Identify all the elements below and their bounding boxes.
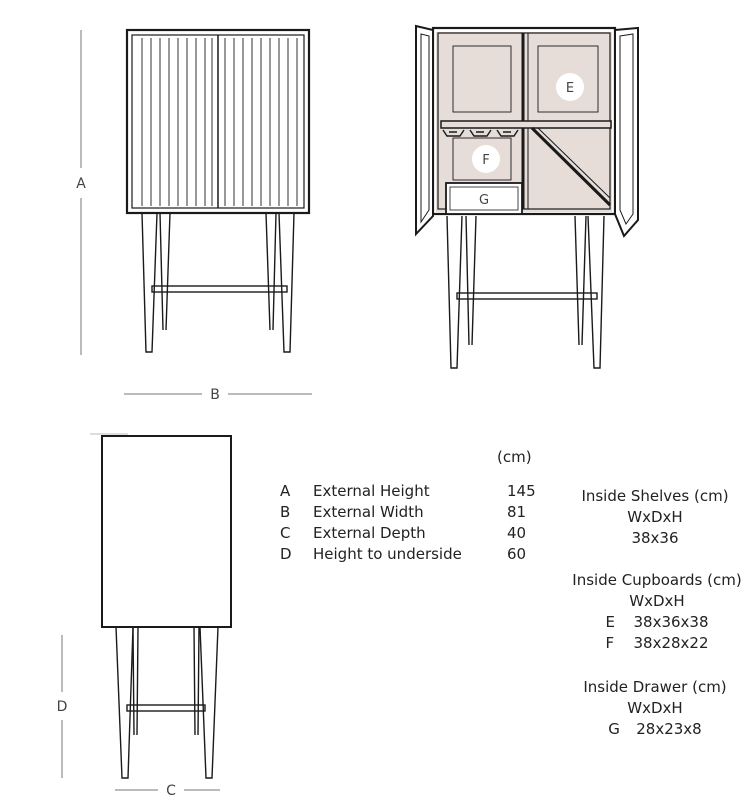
door-flutes	[142, 38, 297, 206]
dimension-c-label: C	[166, 783, 176, 799]
cupboard-key: E	[605, 613, 615, 631]
inside-shelves-value: 38x36	[631, 529, 679, 547]
dimension-name: External Height	[313, 482, 430, 500]
front-view-open	[416, 26, 638, 368]
side-view	[90, 434, 231, 778]
inside-cupboards-title: Inside Cupboards (cm)	[572, 571, 742, 589]
dimension-b-label: B	[210, 387, 220, 403]
dimension-key: C	[280, 524, 291, 542]
table-row	[280, 502, 536, 523]
dimension-value: 81	[507, 503, 527, 521]
list-item	[570, 719, 740, 740]
dimension-name: External Depth	[313, 524, 426, 542]
dimension-a-label: A	[76, 176, 86, 192]
list-item	[562, 612, 752, 633]
inside-shelves-title: Inside Shelves (cm)	[581, 487, 729, 505]
inside-shelves-format: WxDxH	[627, 508, 683, 526]
dimension-value: 40	[507, 524, 527, 542]
compartment-f-label: F	[482, 153, 490, 168]
cupboard-value: 38x28x22	[633, 634, 709, 652]
drawer-value: 28x23x8	[636, 720, 702, 738]
inside-cupboards-format: WxDxH	[629, 592, 685, 610]
dimension-key: B	[280, 503, 291, 521]
list-item	[562, 633, 752, 654]
inside-shelves-spec	[570, 486, 740, 549]
cupboard-value: 38x36x38	[633, 613, 709, 631]
dimension-value: 145	[507, 482, 536, 500]
dimension-value: 60	[507, 545, 527, 563]
open-legs	[447, 216, 604, 368]
dimension-d-label: D	[56, 699, 68, 715]
dimensions-table	[280, 481, 536, 565]
drawer-g-label: G	[478, 193, 490, 208]
side-legs	[116, 627, 218, 778]
dimension-key: A	[280, 482, 291, 500]
inside-drawer-format: WxDxH	[627, 699, 683, 717]
dimension-name: Height to underside	[313, 545, 462, 563]
drawer-key: G	[608, 720, 620, 738]
unit-label: (cm)	[497, 448, 532, 466]
inside-drawer-spec	[570, 677, 740, 740]
inside-drawer-title: Inside Drawer (cm)	[583, 678, 727, 696]
dimension-name: External Width	[313, 503, 424, 521]
table-row	[280, 481, 536, 502]
table-row	[280, 544, 536, 565]
compartment-e-label: E	[565, 81, 575, 96]
front-legs	[142, 213, 294, 352]
cupboard-key: F	[605, 634, 615, 652]
front-view-closed	[127, 30, 309, 352]
dimension-key: D	[280, 545, 292, 563]
table-row	[280, 523, 536, 544]
inside-cupboards-spec	[562, 570, 752, 654]
